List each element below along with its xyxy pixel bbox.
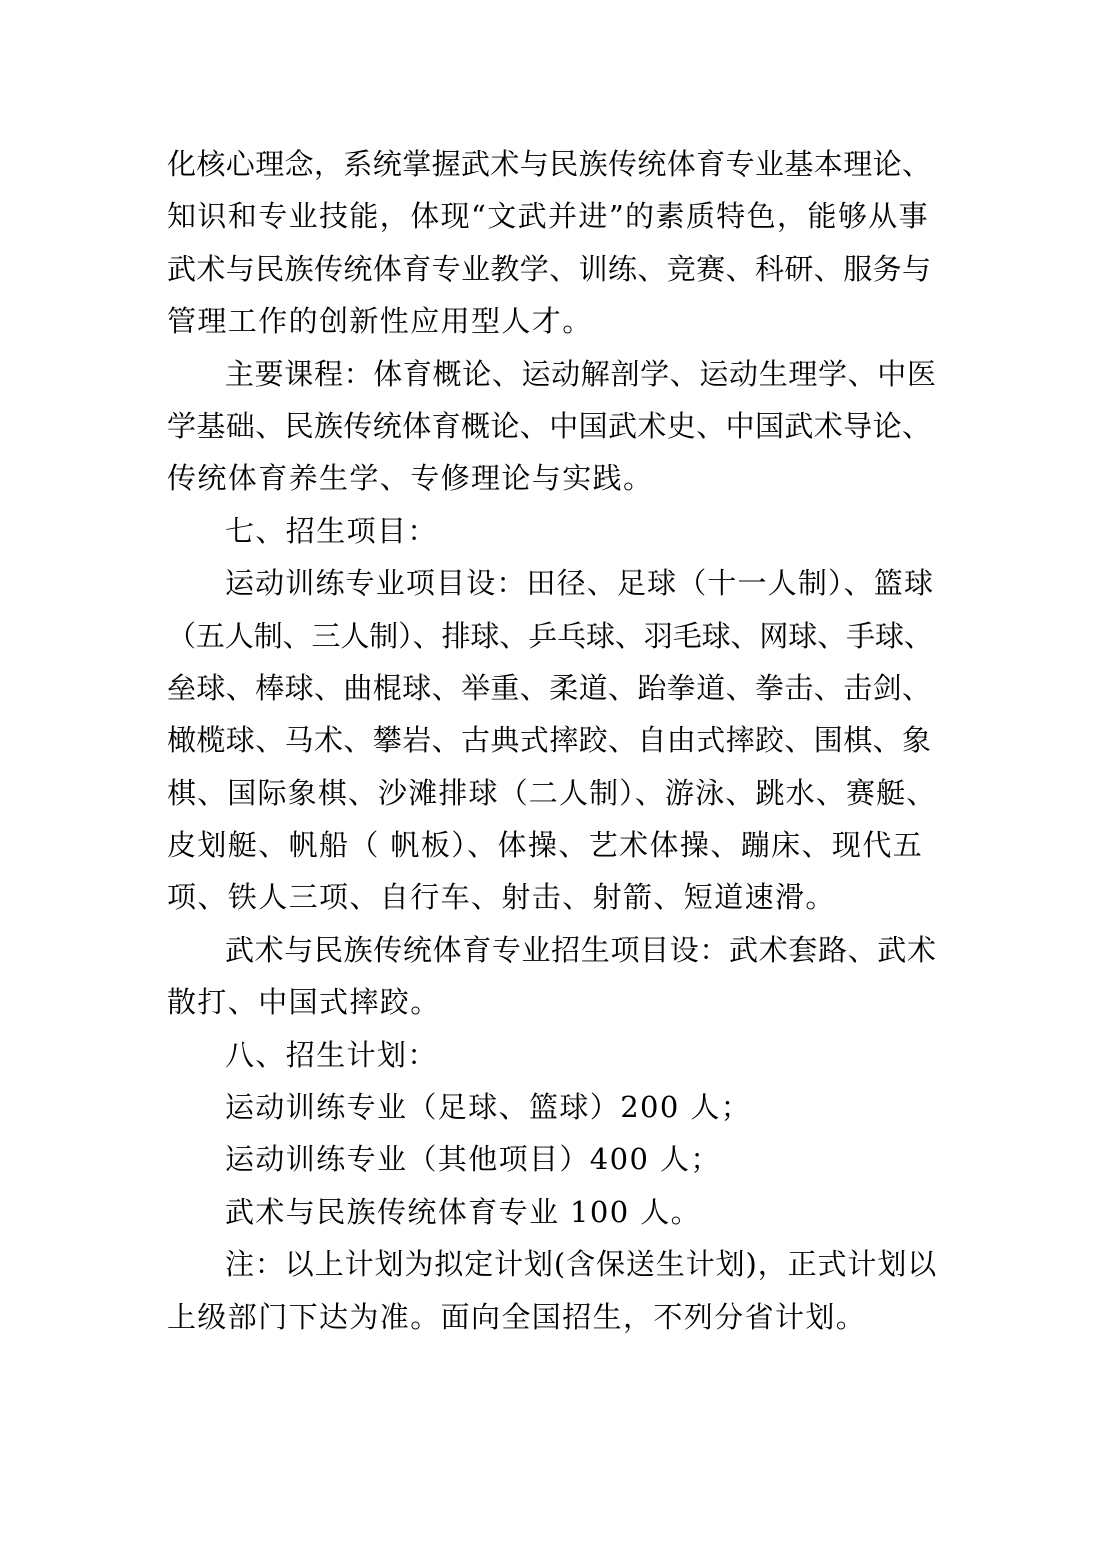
text-line: 散打、中国式摔跤。	[167, 985, 441, 1020]
text-line: 化核心理念，系统掌握武术与民族传统体育专业基本理论、	[167, 147, 932, 181]
text-line: 管理工作的创新性应用型人才。	[167, 304, 593, 339]
text-line: 垒球、棒球、曲棍球、举重、柔道、跆拳道、拳击、击剑、	[167, 670, 932, 705]
text-line: （五人制、三人制）、排球、乒乓球、羽毛球、网球、手球、	[167, 618, 933, 653]
text-line: 武术与民族传统体育专业 100 人。	[225, 1194, 701, 1229]
text-line: 皮划艇、帆船（ 帆板）、体操、艺术体操、蹦床、现代五	[167, 828, 924, 863]
text-line: 运动训练专业项目设：田径、足球（十一人制）、篮球	[225, 566, 935, 601]
text-line: 上级部门下达为准。面向全国招生，不列分省计划。	[167, 1299, 867, 1334]
text-line: 运动训练专业（其他项目）400 人；	[225, 1142, 721, 1177]
text-line: 七、招生项目：	[225, 513, 438, 548]
text-line: 传统体育养生学、专修理论与实践。	[167, 461, 654, 496]
text-line: 棋、国际象棋、沙滩排球（二人制）、游泳、跳水、赛艇、	[167, 775, 937, 810]
text-line: 注：以上计划为拟定计划(含保送生计划)，正式计划以	[225, 1247, 938, 1282]
text-line: 运动训练专业（足球、篮球）200 人；	[225, 1090, 752, 1125]
text-line: 武术与民族传统体育专业招生项目设：武术套路、武术	[225, 932, 937, 967]
text-line: 主要课程：体育概论、运动解剖学、运动生理学、中医	[225, 356, 937, 391]
text-line: 武术与民族传统体育专业教学、训练、竞赛、科研、服务与	[167, 251, 932, 286]
text-line: 橄榄球、马术、攀岩、古典式摔跤、自由式摔跤、围棋、象	[167, 723, 932, 758]
document-body	[167, 138, 937, 1343]
text-line: 八、招生计划：	[225, 1037, 438, 1072]
text-line: 项、铁人三项、自行车、射击、射箭、短道速滑。	[167, 880, 836, 915]
text-line: 学基础、民族传统体育概论、中国武术史、中国武术导论、	[167, 408, 932, 443]
text-line: 知识和专业技能，体现“文武并进”的素质特色，能够从事	[167, 199, 930, 234]
